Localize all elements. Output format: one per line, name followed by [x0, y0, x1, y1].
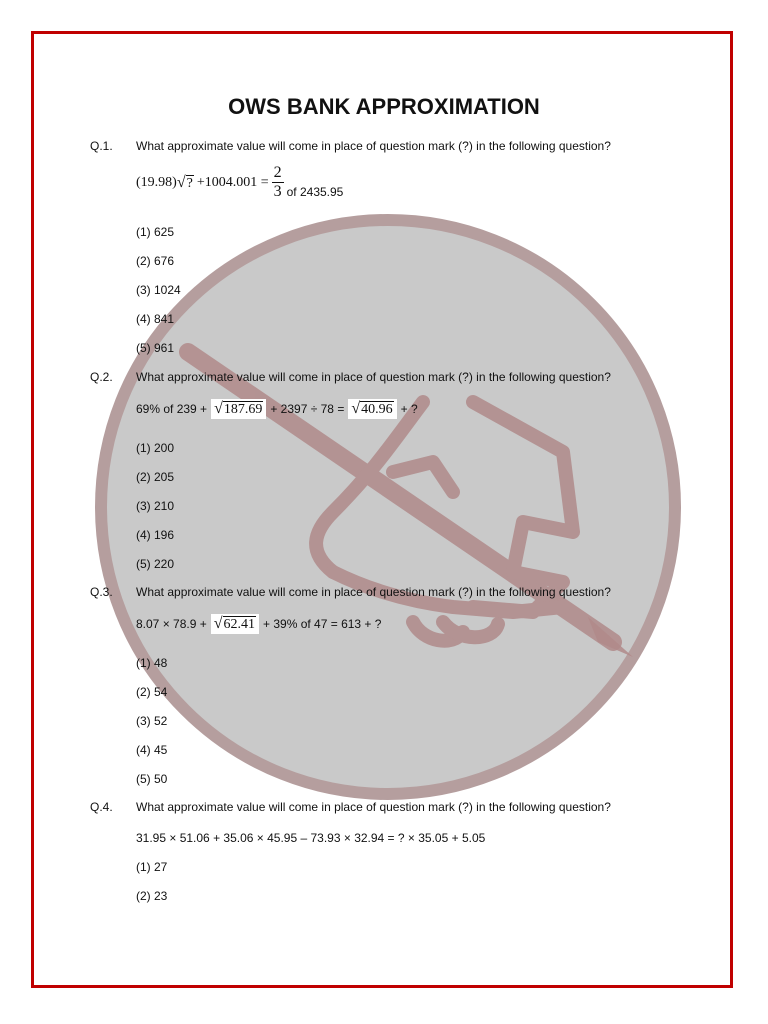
- expr-part: + 2397 ÷ 78 =: [270, 402, 345, 416]
- question-expression: [136, 831, 485, 845]
- fraction: [272, 164, 284, 201]
- option: (2) 23: [136, 889, 168, 903]
- sqrt-expression: √187.69: [211, 399, 266, 419]
- question-expression: [136, 164, 343, 201]
- option: (1) 200: [136, 441, 175, 455]
- expr-part: of 2435.95: [286, 185, 344, 199]
- fraction-denominator: 3: [273, 183, 282, 200]
- question-text: What approximate value will come in place of question mark (?) in the following question?: [136, 370, 611, 384]
- sqrt-expression: √62.41: [211, 614, 259, 634]
- option: (5) 220: [136, 557, 175, 571]
- option: (1) 27: [136, 860, 168, 874]
- option: (4) 841: [136, 312, 175, 326]
- option: (3) 210: [136, 499, 175, 513]
- option: (3) 52: [136, 714, 168, 728]
- question-expression: [136, 614, 381, 634]
- expr-part: + 39% of 47 = 613 + ?: [263, 617, 382, 631]
- question-number: Q.1.: [90, 139, 113, 153]
- sqrt-expression: √40.96: [348, 399, 396, 419]
- option: (4) 45: [136, 743, 168, 757]
- question-number: Q.2.: [90, 370, 113, 384]
- page-title: OWS BANK APPROXIMATION: [228, 94, 540, 119]
- option: (1) 625: [136, 225, 175, 239]
- expr-part: 8.07 × 78.9 +: [136, 617, 207, 631]
- sqrt-expression: √?: [176, 173, 193, 191]
- question-expression: [136, 399, 418, 419]
- option: (2) 205: [136, 470, 175, 484]
- option: (5) 50: [136, 772, 168, 786]
- expr-part: (19.98): [136, 174, 177, 190]
- option: (5) 961: [136, 341, 175, 355]
- hand-writing-pen-icon: [93, 212, 683, 802]
- expr-part: + ?: [400, 402, 418, 416]
- option: (1) 48: [136, 656, 168, 670]
- question-number: Q.3.: [90, 585, 113, 599]
- question-number: Q.4.: [90, 800, 113, 814]
- question-text: What approximate value will come in place of question mark (?) in the following question?: [136, 139, 611, 153]
- expr-part: +1004.001 =: [196, 174, 269, 190]
- expr-part: 31.95 × 51.06 + 35.06 × 45.95 – 73.93 × 32.94 = ? × 35.05 + 5.05: [136, 831, 486, 845]
- option: (3) 1024: [136, 283, 181, 297]
- option: (2) 676: [136, 254, 175, 268]
- question-text: What approximate value will come in place of question mark (?) in the following question?: [136, 585, 611, 599]
- option: (4) 196: [136, 528, 175, 542]
- question-text: What approximate value will come in place of question mark (?) in the following question?: [136, 800, 611, 814]
- option: (2) 54: [136, 685, 168, 699]
- fraction-numerator: 2: [273, 164, 282, 181]
- expr-part: 69% of 239 +: [136, 402, 208, 416]
